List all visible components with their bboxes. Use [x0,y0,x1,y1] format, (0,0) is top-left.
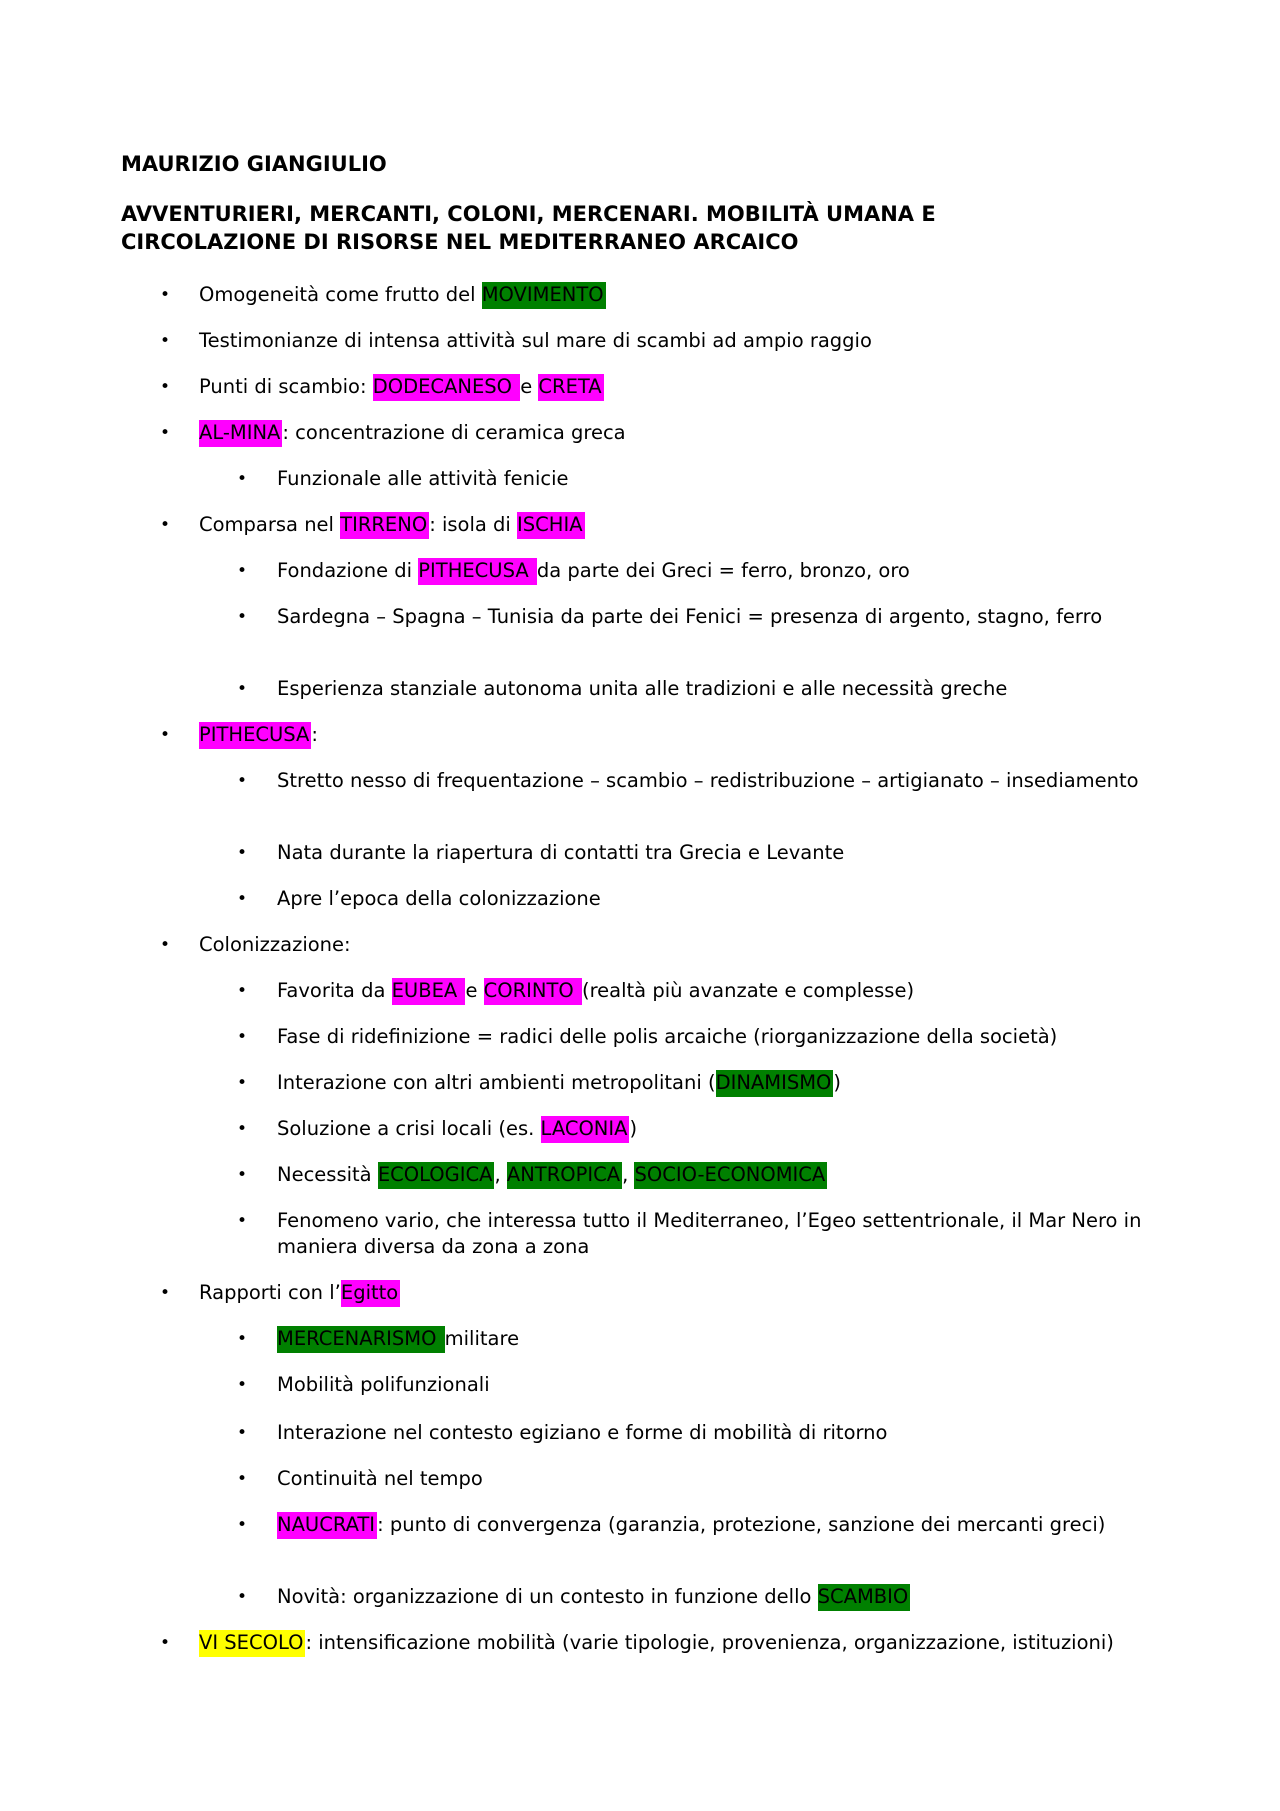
text-run: Colonizzazione: [199,933,351,956]
highlighted-term: TIRRENO [340,512,429,539]
bullet-icon: • [237,771,248,791]
highlighted-term: DINAMISMO [716,1070,834,1097]
text-run: Omogeneità come frutto del [199,283,482,306]
text-run: : [311,723,318,746]
list-item-text [277,1420,887,1446]
bullet-icon: • [237,469,248,489]
list-item-text [277,604,1167,630]
text-run: militare [444,1327,520,1350]
text-run: , [494,1163,507,1186]
bullet-icon: • [237,843,248,863]
bullet-icon: • [237,1329,248,1349]
text-run: Fondazione di [277,559,419,582]
highlighted-term: MERCENARISMO [277,1326,445,1353]
highlighted-term: VI SECOLO [199,1630,305,1657]
highlighted-term: CRETA [538,374,603,401]
bullet-icon: • [237,1119,248,1139]
bullet-icon: • [237,607,248,627]
list-item-text [199,420,626,446]
list-item-text [199,282,606,308]
text-run: da parte dei Greci = ferro, bronzo, oro [536,559,910,582]
text-run: Continuità nel tempo [277,1467,483,1490]
text-run: e [465,979,484,1002]
highlighted-term: ANTROPICA [507,1162,622,1189]
list-item-text [277,1208,1167,1260]
text-run: Sardegna – Spagna – Tunisia da parte dei Fenici = presenza di argento, stagno, ferro [277,605,1103,628]
text-run: Apre l’epoca della colonizzazione [277,887,601,910]
bullet-icon: • [160,515,171,535]
list-item-text [277,558,910,584]
highlighted-term: CORINTO [484,978,582,1005]
text-run: Esperienza stanziale autonoma unita alle tradizioni e alle necessità greche [277,677,1008,700]
highlighted-term: SOCIO-ECONOMICA [634,1162,827,1189]
text-run: Testimonianze di intensa attività sul mare di scambi ad ampio raggio [199,329,872,352]
highlighted-term: AL-MINA [199,420,282,447]
list-item-text [277,1372,490,1398]
text-run: Fase di ridefinizione = radici delle polis arcaiche (riorganizzazione della società) [277,1025,1058,1048]
text-run: : concentrazione di ceramica greca [282,421,626,444]
bullet-icon: • [237,679,248,699]
list-item-text [277,1584,910,1610]
highlighted-term: ECOLOGICA [378,1162,495,1189]
highlighted-term: SCAMBIO [818,1584,911,1611]
list-item-text [277,466,569,492]
bullet-icon: • [237,981,248,1001]
text-run: Interazione con altri ambienti metropolitani ( [277,1071,716,1094]
highlighted-term: ISCHIA [517,512,585,539]
author-heading: MAURIZIO GIANGIULIO [121,152,387,176]
bullet-icon: • [160,285,171,305]
bullet-icon: • [237,1587,248,1607]
list-item-text [277,1070,841,1096]
bullet-icon: • [237,1423,248,1443]
list-item-text [199,374,604,400]
list-item-text [199,722,318,748]
list-item-text [199,932,351,958]
text-run: Fenomeno vario, che interessa tutto il Mediterraneo, l’Egeo settentrionale, il Mar Nero in maniera diversa da zona a zona [277,1209,1142,1258]
bullet-icon: • [237,1073,248,1093]
list-item-text [277,978,914,1004]
list-item-text [199,1630,1119,1656]
list-item-text [277,1116,637,1142]
text-run: (realtà più avanzate e complesse) [581,979,915,1002]
bullet-icon: • [160,377,171,397]
text-run: ) [629,1117,638,1140]
bullet-icon: • [237,561,248,581]
bullet-icon: • [160,1283,171,1303]
document-title: AVVENTURIERI, MERCANTI, COLONI, MERCENARI. MOBILITÀ UMANA E CIRCOLAZIONE DI RISORSE NEL MEDITERRANEO ARCAICO [121,202,936,254]
highlighted-term: NAUCRATI [277,1512,377,1539]
bullet-icon: • [160,935,171,955]
text-run: Nata durante la riapertura di contatti tra Grecia e Levante [277,841,845,864]
list-item-text [277,1466,483,1492]
list-item-text [199,512,585,538]
highlighted-term: LACONIA [541,1116,630,1143]
text-run: : isola di [429,513,518,536]
bullet-icon: • [237,1211,248,1231]
list-item-text [277,1326,519,1352]
list-item-text [277,768,1167,794]
highlighted-term: EUBEA [392,978,466,1005]
list-item-text [199,328,872,354]
text-run: Interazione nel contesto egiziano e forme di mobilità di ritorno [277,1421,888,1444]
text-run: Necessità [277,1163,378,1186]
bullet-icon: • [237,1469,248,1489]
bullet-icon: • [160,423,171,443]
text-run: , [622,1163,635,1186]
list-item-text [277,840,844,866]
bullet-icon: • [237,1375,248,1395]
bullet-icon: • [237,1165,248,1185]
list-item-text [277,676,1007,702]
bullet-icon: • [237,1027,248,1047]
list-item-text [277,1512,1167,1538]
text-run: Favorita da [277,979,392,1002]
highlighted-term: PITHECUSA [418,558,537,585]
text-run: e [520,375,539,398]
highlighted-term: Egitto [341,1280,400,1307]
text-run: ) [833,1071,841,1094]
list-item-text [199,1280,400,1306]
text-run: Punti di scambio: [199,375,373,398]
text-run: : punto di convergenza (garanzia, protezione, sanzione dei mercanti greci) [377,1513,1106,1536]
highlighted-term: PITHECUSA [199,722,311,749]
list-item-text [277,886,601,912]
text-run: Comparsa nel [199,513,341,536]
list-item-text [277,1162,827,1188]
text-run: : intensificazione mobilità (varie tipologie, provenienza, organizzazione, istituzioni) [305,1631,1114,1654]
bullet-icon: • [160,331,171,351]
text-run: Stretto nesso di frequentazione – scambio – redistribuzione – artigianato – insediamento [277,769,1139,792]
bullet-icon: • [160,725,171,745]
text-run: Funzionale alle attività fenicie [277,467,569,490]
list-item-text [277,1024,1057,1050]
highlighted-term: DODECANESO [373,374,521,401]
text-run: Novità: organizzazione di un contesto in funzione dello [277,1585,818,1608]
text-run: Rapporti con l’ [199,1281,341,1304]
bullet-icon: • [237,1515,248,1535]
bullet-icon: • [160,1633,171,1653]
text-run: Mobilità polifunzionali [277,1373,490,1396]
highlighted-term: MOVIMENTO [482,282,606,309]
bullet-icon: • [237,889,248,909]
text-run: Soluzione a crisi locali (es. [277,1117,541,1140]
